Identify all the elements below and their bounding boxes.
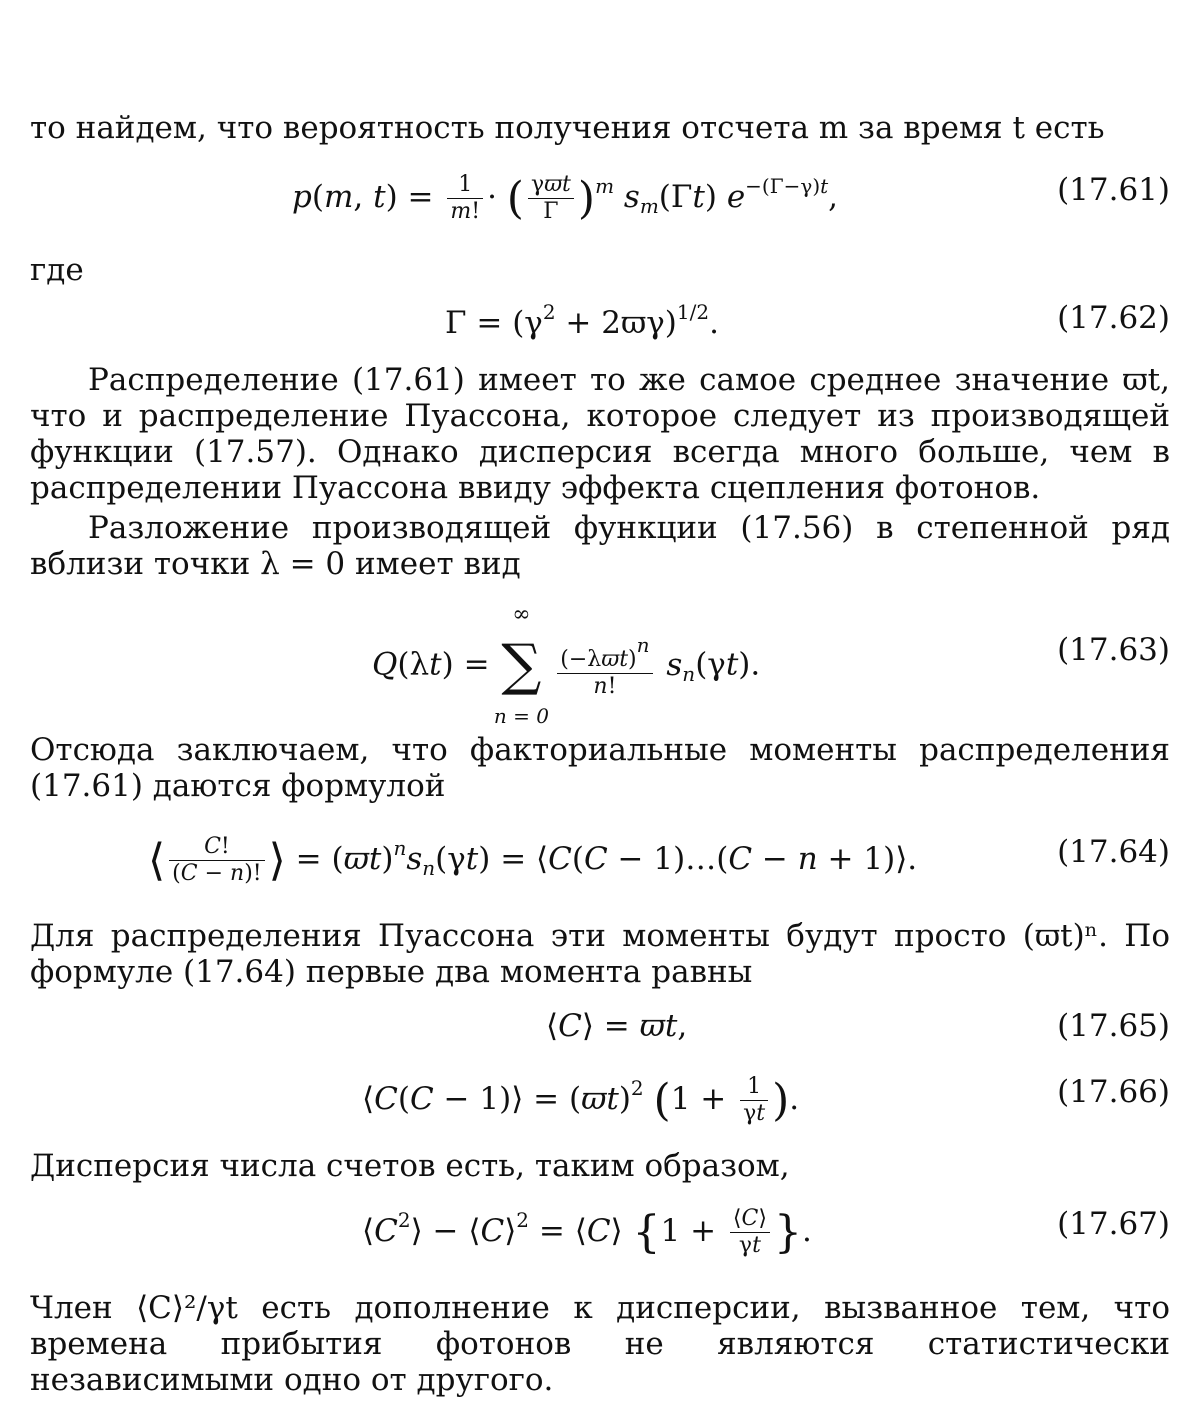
equation-number: (17.61) — [1057, 172, 1170, 208]
paragraph-3: Распределение (17.61) имеет то же самое среднее значение ϖt, что и распределение Пуассона, которое следует из производящей функции (17.57). Однако дисперсия всегда много больше, чем в распределении Пуассона ввиду эффекта сцепления фотонов. — [30, 362, 1170, 506]
equation-body: $\Gamma = (\gamma^2 + 2ϖ\gamma)^{1/2}$. — [445, 300, 719, 341]
equation-17-63 — [0, 602, 1200, 728]
paragraph-4: Разложение производящей функции (17.56) в степенной ряд вблизи точки λ = 0 имеет вид — [30, 510, 1170, 582]
equation-body: p(m, t) = $\frac{1}{m!}$ · ( $\frac{\text{γϖt}}{\Gamma}$ )$^m$ $s_m(\Gamma t)$ $e^{-(\Gamma-\gamma)t}$, — [292, 172, 839, 224]
equation-number: (17.65) — [1057, 1008, 1170, 1044]
paragraph-7: Дисперсия числа счетов есть, таким образом, — [30, 1148, 790, 1184]
equation-number: (17.66) — [1057, 1074, 1170, 1110]
equation-number: (17.67) — [1057, 1206, 1170, 1242]
equation-number: (17.62) — [1057, 300, 1170, 336]
equation-body: $⟨C^2⟩$ − ⟨C⟩$^2$ = ⟨C⟩ {1 + $\frac{⟨C⟩}{\gamma t}$ }. — [362, 1206, 812, 1258]
equation-17-66 — [0, 1074, 1200, 1124]
equation-number: (17.64) — [1057, 834, 1170, 870]
equation-17-61 — [0, 172, 1200, 222]
equation-body: ⟨ $\frac{C!}{(C - n)!}$ ⟩ = $(ϖt)^ns_n(\gamma t)$ = ⟨C(C − 1)…(C − n + 1)⟩. — [148, 834, 918, 886]
paragraph-8: Член ⟨C⟩²/γt есть дополнение к дисперсии, вызванное тем, что времена прибытия фотонов не являются статистически независимыми одно от другого. — [30, 1290, 1170, 1398]
equation-17-65 — [0, 1008, 1200, 1058]
equation-body: ⟨C(C − 1)⟩ = $(ϖt)^2$ (1 + $\frac{1}{\gamma t}$ ). — [362, 1074, 800, 1126]
equation-body: ⟨C⟩ = ϖt, — [546, 1008, 688, 1044]
paragraph-5: Отсюда заключаем, что факториальные моменты распределения (17.61) даются формулой — [30, 732, 1170, 804]
equation-number: (17.63) — [1057, 632, 1170, 668]
equation-17-62 — [0, 300, 1200, 350]
equation-17-64 — [0, 834, 1200, 884]
paragraph-2: где — [30, 252, 84, 288]
paragraph-6: Для распределения Пуассона эти моменты будут просто (ϖt)ⁿ. По формуле (17.64) первые два момента равны — [30, 918, 1170, 990]
equation-body: Q(λt) = ∞ ∑ n = 0 $\frac{(-\lambda ϖt)^n}{n!}$ $s_n(\gamma t)$. — [372, 602, 761, 728]
equation-17-67 — [0, 1206, 1200, 1256]
paragraph-1: то найдем, что вероятность получения отсчета m за время t есть — [30, 110, 1105, 146]
